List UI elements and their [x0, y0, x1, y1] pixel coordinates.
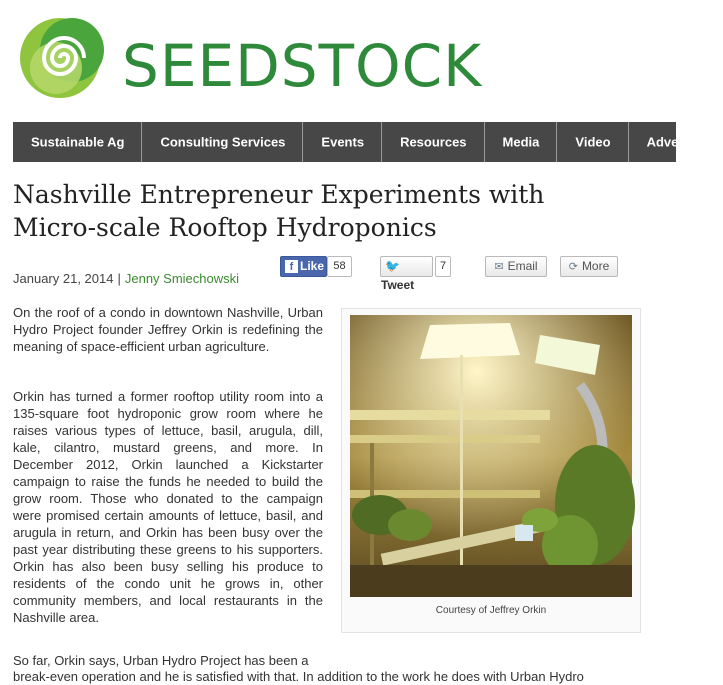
like-label: Like [300, 259, 325, 273]
share-more-icon: ⟳ [568, 261, 578, 273]
article-paragraph-3: So far, Orkin says, Urban Hydro Project has been a [13, 653, 309, 668]
article-paragraph-2: Orkin has turned a former rooftop utility room into a 135-square foot hydroponic grow room where he raises various types of lettuce, basil, arugula, dill, kale, cilantro, mustard greens, and more. In December 2012, Orkin launched a Kickstarter campaign to raise the funds he needed to build the grow room. Those who donated to the campaign were promised certain amounts of lettuce, basil, and arugula in return, and Orkin has been busy over the past year distributing these greens to his supporters. Orkin has also been busy selling his produce to residents of the condo unit he grows in, other community members, and local restaurants in the Nashville area. [13, 389, 323, 625]
article-figure [341, 308, 641, 633]
tweet-count: 7 [435, 256, 451, 277]
article-meta [13, 271, 239, 286]
nav-item-resources[interactable] [382, 122, 484, 162]
nav-item-label: Consulting Services [160, 134, 286, 150]
nav-item-consulting-services[interactable] [142, 122, 303, 162]
facebook-icon: f [285, 260, 298, 273]
tweet-button[interactable] [380, 256, 433, 292]
article-date: January 21, 2014 [13, 271, 114, 286]
nav-item-label: Video [575, 134, 611, 150]
facebook-like-button[interactable] [280, 256, 327, 277]
nav-item-media[interactable] [485, 122, 558, 162]
like-count: 58 [327, 256, 352, 277]
nav-item-label: Events [321, 134, 365, 150]
tweet-label: Tweet [381, 278, 415, 292]
meta-separator: | [117, 271, 121, 286]
grow-room-photo-illustration [350, 315, 632, 597]
nav-item-sustainable-ag[interactable] [13, 122, 142, 162]
nav-item-events[interactable] [303, 122, 382, 162]
article-title: Nashville Entrepreneur Experiments with Micro-scale Rooftop Hydroponics [13, 180, 545, 242]
nav-item-video[interactable] [557, 122, 628, 162]
email-label: Email [507, 259, 538, 273]
twitter-bird-icon: 🐦 [385, 259, 400, 273]
nav-item-label: Resources [400, 134, 467, 150]
more-share-button[interactable] [560, 256, 618, 277]
nav-item-label: Advertise [646, 134, 706, 150]
author-link[interactable]: Jenny Smiechowski [124, 271, 240, 286]
article-paragraph-1: On the roof of a condo in downtown Nashville, Urban Hydro Project founder Jeffrey Orkin is redefining the meaning of space-efficient urban agriculture. [13, 305, 323, 354]
email-envelope-icon: ✉ [494, 261, 504, 273]
more-label: More [581, 259, 610, 273]
grow-room-photo[interactable] [350, 315, 632, 597]
article-paragraph-4: break-even operation and he is satisfied with that. In addition to the work he does with Urban Hydro [13, 669, 584, 684]
site-brand-name: SEEDSTOCK [122, 32, 483, 100]
nav-item-advertise[interactable] [629, 122, 723, 162]
nav-item-label: Sustainable Ag [31, 134, 125, 150]
email-share-button[interactable] [485, 256, 547, 277]
main-navigation [13, 122, 706, 162]
site-logo[interactable] [14, 8, 483, 108]
nav-item-label: Media [502, 134, 540, 150]
figure-caption: Courtesy of Jeffrey Orkin [435, 605, 547, 616]
seedstock-spiral-logo-icon [14, 8, 110, 104]
